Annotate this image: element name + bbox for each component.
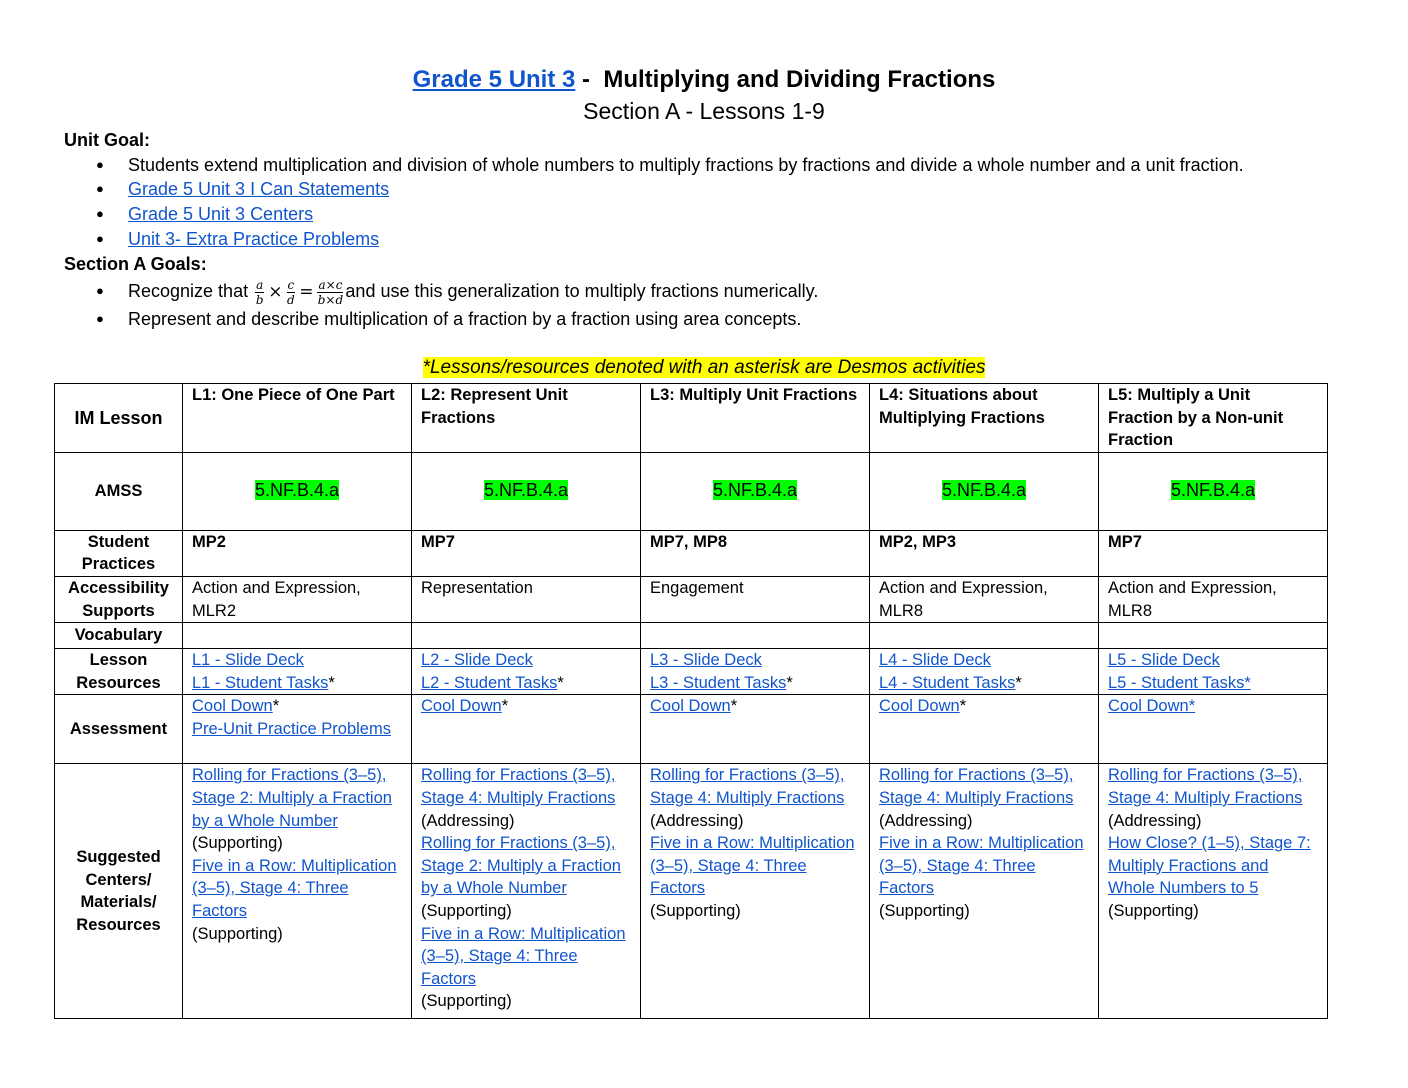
desmos-asterisk: *: [786, 673, 793, 692]
student-tasks-link[interactable]: L5 - Student Tasks*: [1108, 673, 1251, 692]
section-goal-item: ● Represent and describe multiplication of a fraction by a fraction using area concepts.: [128, 307, 1314, 332]
center-link[interactable]: How Close? (1–5), Stage 7: Multiply Fractions and Whole Numbers to 5: [1108, 834, 1311, 898]
section-goals-heading: Section A Goals:: [64, 253, 207, 274]
standard-badge: 5.NF.B.4.a: [1170, 480, 1256, 501]
i-can-statements-link[interactable]: Grade 5 Unit 3 I Can Statements: [128, 179, 390, 200]
resources-cell: [870, 649, 1099, 695]
vocabulary-cell: [183, 623, 412, 649]
center-link[interactable]: Rolling for Fractions (3–5), Stage 4: Multiply Fractions: [879, 766, 1074, 807]
practices-cell: MP2: [183, 530, 412, 576]
page-subtitle: Section A - Lessons 1-9: [583, 98, 825, 124]
assessment-cell: [412, 695, 641, 764]
row-header-vocabulary: Vocabulary: [55, 623, 183, 649]
row-header-practices: Student Practices: [55, 530, 183, 576]
center-tag: (Supporting): [421, 992, 512, 1011]
goals-section: [64, 128, 1314, 332]
pre-unit-practice-link[interactable]: Pre-Unit Practice Problems: [192, 719, 391, 738]
centers-cell: [1099, 764, 1328, 1019]
table-row: [55, 452, 1328, 530]
table-row: [55, 530, 1328, 576]
section-goal-item: [128, 276, 1314, 307]
center-tag: (Supporting): [192, 924, 283, 943]
center-link[interactable]: Five in a Row: Multiplication (3–5), Stage 4: Three Factors: [879, 834, 1084, 898]
center-link[interactable]: Five in a Row: Multiplication (3–5), Stage 4: Three Factors: [192, 856, 397, 920]
row-header-centers: Suggested Centers/ Materials/ Resources: [55, 764, 183, 1019]
table-row: [55, 576, 1328, 622]
goal-text: Recognize that: [128, 281, 249, 302]
standard-cell: [183, 452, 412, 530]
standard-cell: [641, 452, 870, 530]
fraction-a-b: $\frac{a}{b}$: [255, 277, 264, 307]
lesson-title: L2: Represent Unit Fractions: [412, 384, 641, 453]
row-header-lesson: IM Lesson: [55, 384, 183, 453]
standard-badge: 5.NF.B.4.a: [941, 480, 1027, 501]
center-tag: (Supporting): [879, 901, 970, 920]
slide-deck-link[interactable]: L3 - Slide Deck: [650, 651, 762, 670]
lesson-title: L5: Multiply a Unit Fraction by a Non-unit Fraction: [1099, 384, 1328, 453]
unit-link[interactable]: Grade 5 Unit 3: [412, 66, 576, 93]
desmos-asterisk: *: [959, 697, 967, 716]
desmos-asterisk: *: [501, 697, 509, 716]
desmos-note: *Lessons/resources denoted with an asterisk are Desmos activities: [422, 357, 986, 378]
unit-goal-item: [128, 202, 1314, 227]
slide-deck-link[interactable]: L5 - Slide Deck: [1108, 651, 1220, 670]
accessibility-cell: Engagement: [641, 576, 870, 622]
center-link[interactable]: Rolling for Fractions (3–5), Stage 2: Multiply a Fraction by a Whole Number: [421, 834, 621, 898]
lesson-title: L4: Situations about Multiplying Fractions: [870, 384, 1099, 453]
centers-cell: [870, 764, 1099, 1019]
extra-practice-link[interactable]: Unit 3- Extra Practice Problems: [128, 228, 380, 249]
cool-down-link[interactable]: Cool Down: [421, 697, 502, 716]
slide-deck-link[interactable]: L2 - Slide Deck: [421, 651, 533, 670]
student-tasks-link[interactable]: L1 - Student Tasks: [192, 673, 329, 692]
fraction-product: $\frac{a\times c}{b\times d}$: [317, 277, 344, 307]
vocabulary-cell: [870, 623, 1099, 649]
equals-symbol: =: [299, 282, 314, 303]
section-goal-list: [64, 276, 1314, 332]
accessibility-cell: Action and Expression, MLR2: [183, 576, 412, 622]
center-link[interactable]: Five in a Row: Multiplication (3–5), Stage 4: Three Factors: [650, 834, 855, 898]
center-link[interactable]: Rolling for Fractions (3–5), Stage 4: Multiply Fractions: [1108, 766, 1303, 807]
unit-goal-item: [128, 177, 1314, 202]
center-link[interactable]: Rolling for Fractions (3–5), Stage 4: Multiply Fractions: [650, 766, 845, 807]
cool-down-link[interactable]: Cool Down*: [1108, 697, 1196, 716]
unit-goal-item: [128, 227, 1314, 252]
unit-goal-item: ● Students extend multiplication and division of whole numbers to multiply fractions by fractions and divide a whole number and a unit fraction.: [128, 153, 1314, 178]
assessment-cell: [183, 695, 412, 764]
desmos-asterisk: *: [1015, 673, 1022, 692]
row-header-resources: Lesson Resources: [55, 649, 183, 695]
student-tasks-link[interactable]: L2 - Student Tasks: [421, 673, 558, 692]
practices-cell: MP7: [1099, 530, 1328, 576]
cool-down-link[interactable]: Cool Down: [650, 697, 731, 716]
table-row: [55, 649, 1328, 695]
center-link[interactable]: Rolling for Fractions (3–5), Stage 2: Multiply a Fraction by a Whole Number: [192, 766, 392, 830]
fraction-c-d: $\frac{c}{d}$: [287, 277, 295, 307]
resources-cell: [1099, 649, 1328, 695]
table-row: [55, 764, 1328, 1019]
page-title: [0, 64, 1408, 96]
assessment-cell: [1099, 695, 1328, 764]
standard-badge: 5.NF.B.4.a: [483, 480, 569, 501]
standard-badge: 5.NF.B.4.a: [254, 480, 340, 501]
slide-deck-link[interactable]: L4 - Slide Deck: [879, 651, 991, 670]
center-tag: (Supporting): [650, 901, 741, 920]
center-tag: (Supporting): [421, 901, 512, 920]
centers-link[interactable]: Grade 5 Unit 3 Centers: [128, 204, 314, 225]
center-tag: (Supporting): [192, 834, 283, 853]
unit-goal-heading: Unit Goal:: [64, 130, 150, 150]
center-link[interactable]: Rolling for Fractions (3–5), Stage 4: Multiply Fractions: [421, 766, 616, 807]
student-tasks-link[interactable]: L4 - Student Tasks: [879, 673, 1016, 692]
center-link[interactable]: Five in a Row: Multiplication (3–5), Stage 4: Three Factors: [421, 924, 626, 988]
center-tag: (Addressing): [421, 811, 515, 830]
row-header-assessment: Assessment: [55, 695, 183, 764]
title-text: - Multiplying and Dividing Fractions: [575, 66, 996, 93]
centers-cell: [412, 764, 641, 1019]
lesson-title: L1: One Piece of One Part: [183, 384, 412, 453]
accessibility-cell: Action and Expression, MLR8: [870, 576, 1099, 622]
accessibility-cell: Action and Expression, MLR8: [1099, 576, 1328, 622]
slide-deck-link[interactable]: L1 - Slide Deck: [192, 651, 304, 670]
table-row: [55, 695, 1328, 764]
unit-goal-list: [64, 153, 1314, 252]
center-tag: (Addressing): [1108, 811, 1202, 830]
lesson-title: L3: Multiply Unit Fractions: [641, 384, 870, 453]
times-symbol: ×: [268, 282, 283, 303]
vocabulary-cell: [641, 623, 870, 649]
centers-cell: [183, 764, 412, 1019]
vocabulary-cell: [412, 623, 641, 649]
assessment-cell: [870, 695, 1099, 764]
centers-cell: [641, 764, 870, 1019]
assessment-cell: [641, 695, 870, 764]
table-row: [55, 384, 1328, 453]
desmos-asterisk: *: [272, 697, 280, 716]
desmos-asterisk: *: [557, 673, 564, 692]
resources-cell: [183, 649, 412, 695]
student-tasks-link[interactable]: L3 - Student Tasks: [650, 673, 787, 692]
center-tag: (Supporting): [1108, 901, 1199, 920]
practices-cell: MP7, MP8: [641, 530, 870, 576]
goal-text: and use this generalization to multiply fractions numerically.: [345, 281, 819, 302]
standard-cell: [412, 452, 641, 530]
standard-cell: [1099, 452, 1328, 530]
desmos-asterisk: *: [328, 673, 335, 692]
accessibility-cell: Representation: [412, 576, 641, 622]
vocabulary-cell: [1099, 623, 1328, 649]
practices-cell: MP7: [412, 530, 641, 576]
center-tag: (Addressing): [650, 811, 744, 830]
lesson-table: [54, 383, 1328, 1019]
resources-cell: [641, 649, 870, 695]
standard-cell: [870, 452, 1099, 530]
cool-down-link[interactable]: Cool Down: [879, 697, 960, 716]
table-row: [55, 623, 1328, 649]
practices-cell: MP2, MP3: [870, 530, 1099, 576]
row-header-accessibility: Accessibility Supports: [55, 576, 183, 622]
resources-cell: [412, 649, 641, 695]
desmos-asterisk: *: [730, 697, 738, 716]
cool-down-link[interactable]: Cool Down: [192, 697, 273, 716]
center-tag: (Addressing): [879, 811, 973, 830]
row-header-amss: AMSS: [55, 452, 183, 530]
standard-badge: 5.NF.B.4.a: [712, 480, 798, 501]
